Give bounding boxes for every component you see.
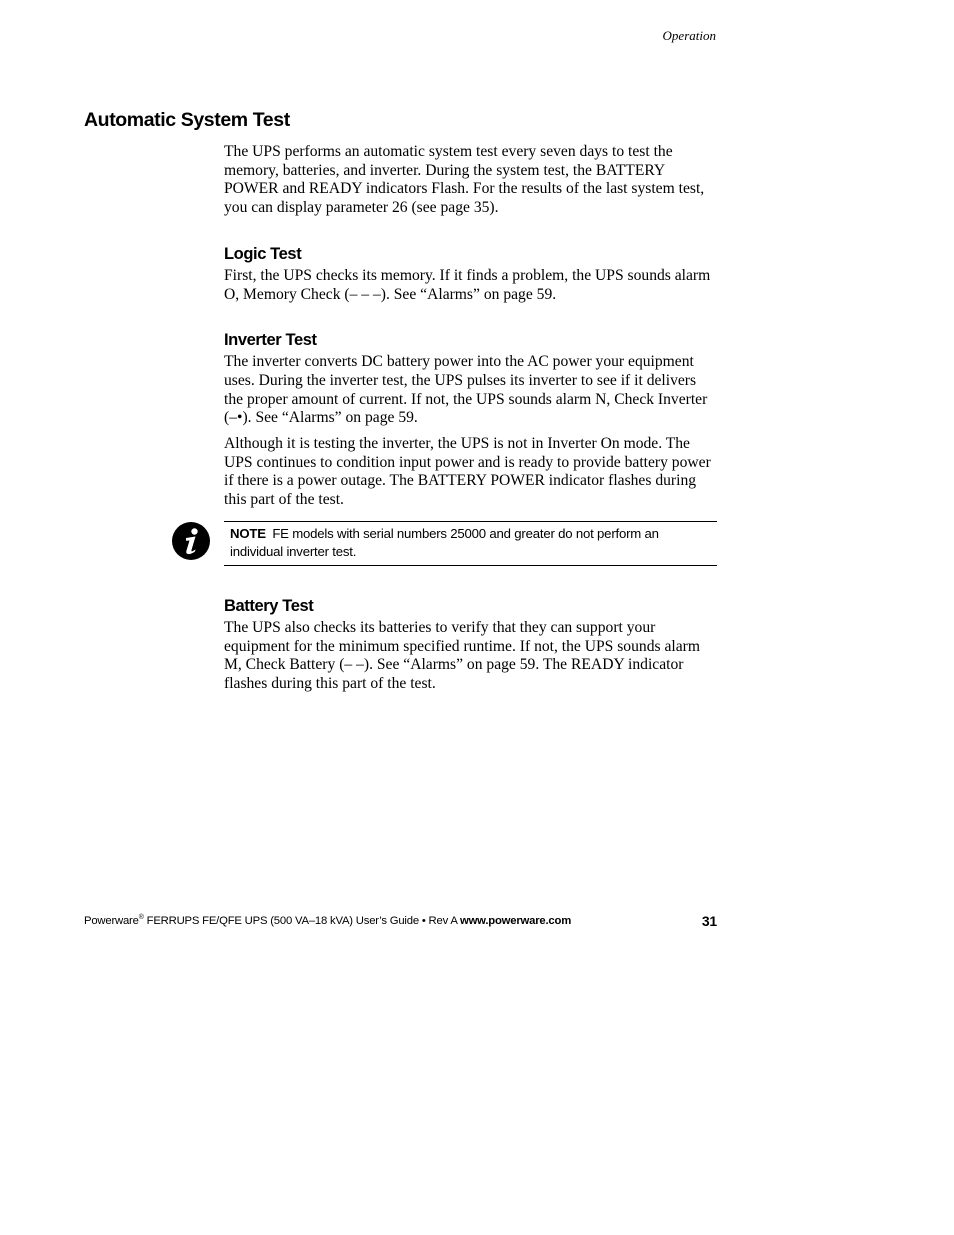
note-block: [224, 521, 717, 566]
main-content: [224, 143, 717, 701]
footer-guide-title: FERRUPS FE/QFE UPS (500 VA–18 kVA) User’s Guide • Rev A: [143, 915, 460, 927]
inverter-test-paragraph-1: The inverter converts DC battery power into the AC power your equipment uses. During the inverter test, the UPS pulses its inverter to see if it delivers the proper amount of current. If not, the UPS sounds alarm N, Check Inverter (–•). See “Alarms” on page 59.: [224, 353, 708, 427]
logic-test-heading: Logic Test: [224, 244, 302, 263]
battery-test-paragraph: The UPS also checks its batteries to verify that they can support your equipment for the minimum specified runtime. If not, the UPS sounds alarm M, Check Battery (– –). See “Alarms” on page 59. The READY indicator flashes during this part of the test.: [224, 618, 700, 692]
registered-mark: ®: [138, 914, 144, 922]
running-head: Operation: [662, 28, 716, 43]
footer-brand: Powerware: [84, 915, 139, 927]
footer-url: www.powerware.com: [460, 915, 572, 927]
note-label: NOTE: [230, 525, 266, 541]
logic-test-paragraph: First, the UPS checks its memory. If it finds a problem, the UPS sounds alarm O, Memory Check (– – –). See “Alarms” on page 59.: [224, 266, 711, 303]
section-title: Automatic System Test: [84, 109, 290, 131]
inverter-test-paragraph-2: Although it is testing the inverter, the UPS is not in Inverter On mode. The UPS continues to condition input power and is ready to provide battery power if there is a power outage. The BATTERY POWER indicator flashes during this part of the test.: [224, 435, 711, 509]
note-text: FE models with serial numbers 25000 and greater do not perform an individual inverter test.: [230, 525, 659, 559]
inverter-test-heading: Inverter Test: [224, 331, 317, 350]
info-icon: [172, 522, 210, 560]
intro-paragraph: The UPS performs an automatic system test every seven days to test the memory, batteries, and inverter. During the system test, the BATTERY POWER and READY indicators Flash. For the results of the last system test, you can display parameter 26 (see page 35).: [224, 143, 705, 217]
page-number: 31: [701, 913, 717, 929]
note-box: [224, 521, 717, 566]
footer: [84, 915, 717, 927]
battery-test-heading: Battery Test: [224, 596, 314, 615]
